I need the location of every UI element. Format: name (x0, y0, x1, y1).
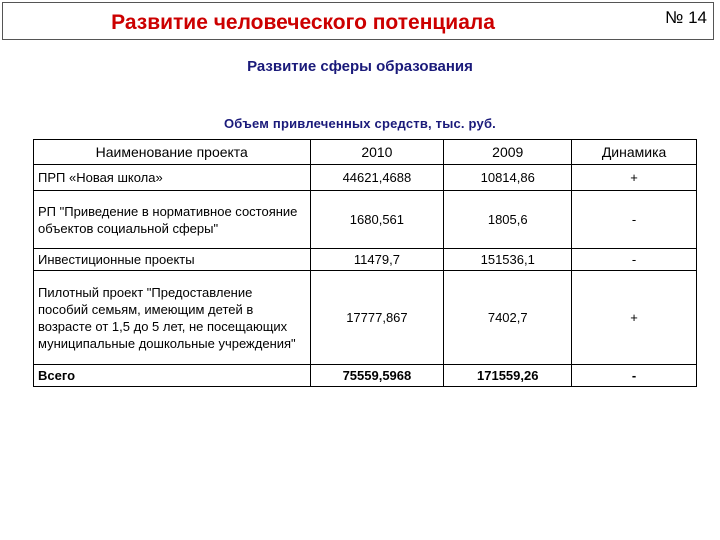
table-caption: Объем привлеченных средств, тыс. руб. (223, 116, 496, 131)
column-header-2010: 2010 (310, 140, 444, 165)
project-name-cell: ПРП «Новая школа» (34, 165, 311, 191)
value-2010-cell: 44621,4688 (310, 165, 444, 191)
table-row (34, 165, 697, 191)
column-header-2009: 2009 (444, 140, 572, 165)
dynamics-cell: - (572, 249, 697, 271)
value-2009-cell: 7402,7 (444, 271, 572, 365)
value-2010-cell: 1680,561 (310, 191, 444, 249)
value-2010-cell: 11479,7 (310, 249, 444, 271)
dynamics-cell: - (572, 191, 697, 249)
project-name-cell: РП "Приведение в нормативное состояние объектов социальной сферы" (34, 191, 311, 249)
section-subtitle: Развитие сферы образования (247, 58, 473, 75)
table-row (34, 191, 697, 249)
table-row (34, 271, 697, 365)
header-box (2, 2, 714, 40)
value-2010-cell: 75559,5968 (310, 365, 444, 387)
column-header-dynamics: Динамика (572, 140, 697, 165)
project-name-cell: Пилотный проект "Предоставление пособий семьям, имеющим детей в возрасте от 1,5 до 5 лет, не посещающих муниципальные дошкольные учреждения" (34, 271, 311, 365)
project-name-cell: Инвестиционные проекты (34, 249, 311, 271)
value-2009-cell: 171559,26 (444, 365, 572, 387)
value-2009-cell: 10814,86 (444, 165, 572, 191)
page-title: Развитие человеческого потенциала (111, 11, 495, 34)
value-2009-cell: 151536,1 (444, 249, 572, 271)
dynamics-cell: + (572, 165, 697, 191)
value-2010-cell: 17777,867 (310, 271, 444, 365)
table-header-row (34, 140, 697, 165)
value-2009-cell: 1805,6 (444, 191, 572, 249)
funding-table (33, 139, 697, 387)
project-name-cell: Всего (34, 365, 311, 387)
slide-number: № 14 (665, 8, 707, 27)
dynamics-cell: - (572, 365, 697, 387)
table-row (34, 249, 697, 271)
table-total-row (34, 365, 697, 387)
dynamics-cell: + (572, 271, 697, 365)
column-header-project: Наименование проекта (34, 140, 311, 165)
